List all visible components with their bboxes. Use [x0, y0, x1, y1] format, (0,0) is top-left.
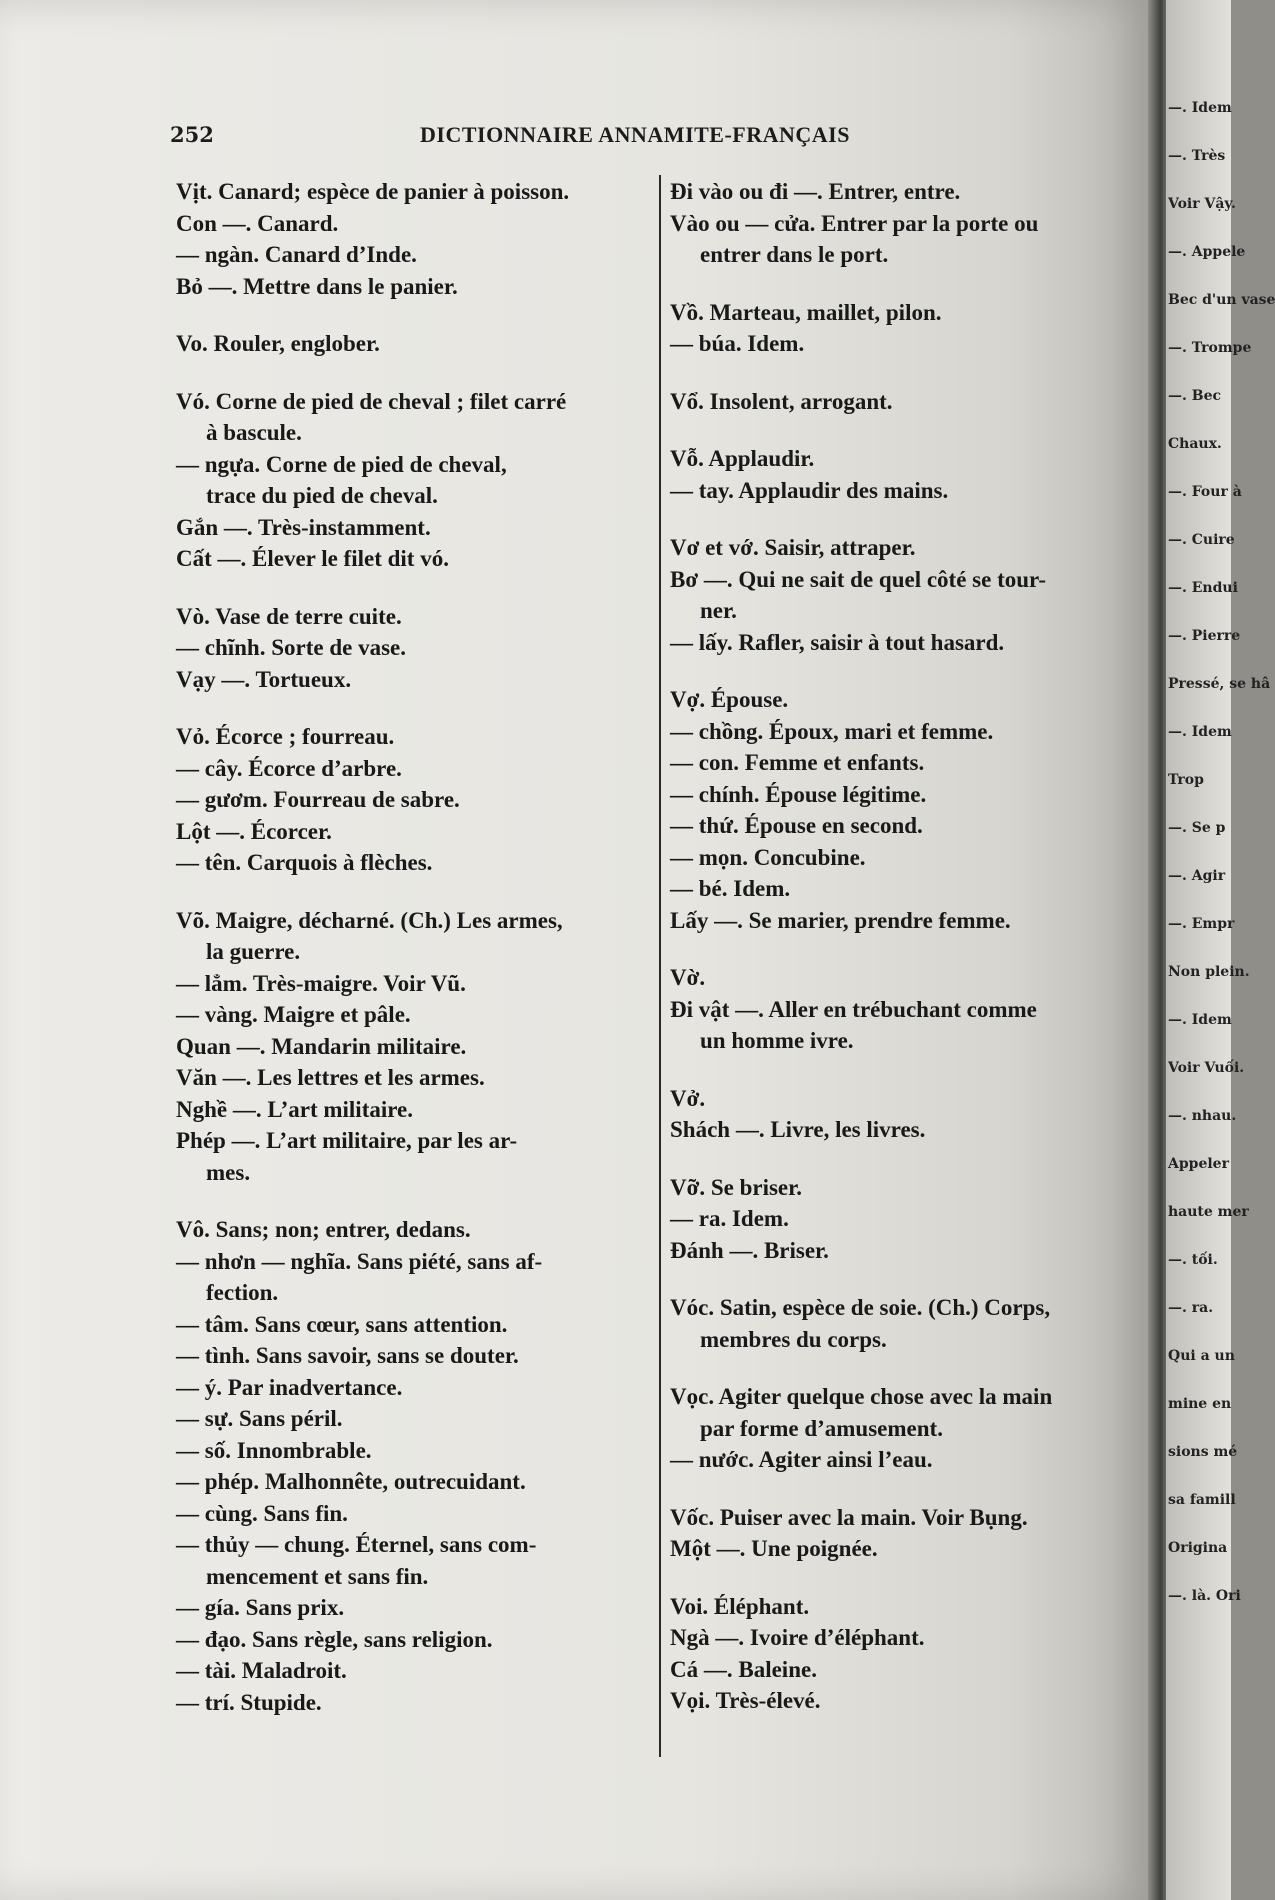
dictionary-entry: [670, 297, 1140, 360]
dictionary-entry: [670, 684, 1140, 936]
entry-line: Quan —. Mandarin militaire.: [176, 1033, 467, 1059]
entry-line: — trí. Stupide.: [176, 1689, 322, 1715]
entry-headword-line: Vò. Vase de terre cuite.: [176, 603, 402, 629]
facing-page-fragment: haute mer: [1168, 1204, 1249, 1220]
entry-line: Nghề —. L’art militaire.: [176, 1096, 413, 1122]
entry-line: Bơ —. Qui ne sait de quel côté se tour-: [670, 566, 1047, 592]
entry-line: — thủy — chung. Éternel, sans com-: [176, 1532, 537, 1557]
entry-line: Văn —. Les lettres et les armes.: [176, 1065, 485, 1090]
dictionary-entry: [670, 1172, 1140, 1267]
entry-line: Vọi. Très-élevé.: [670, 1688, 821, 1713]
dictionary-entry: [176, 328, 652, 360]
dictionary-entry: [670, 1591, 1140, 1717]
facing-page-edge: [1166, 0, 1275, 1900]
entry-line: — búa. Idem.: [670, 331, 805, 356]
entry-line: — bé. Idem.: [670, 876, 791, 901]
entry-line: — ý. Par inadvertance.: [176, 1374, 403, 1400]
entry-headword-line: Vỡ. Se briser.: [670, 1174, 802, 1200]
entry-line: — cây. Écorce d’arbre.: [176, 755, 402, 781]
entry-line: — chính. Épouse légitime.: [670, 781, 927, 807]
page-title: DICTIONNAIRE ANNAMITE-FRANÇAIS: [420, 122, 850, 147]
entry-line: Phép —. L’art militaire, par les ar-: [176, 1128, 518, 1153]
entry-line: — đạo. Sans règle, sans religion.: [176, 1626, 493, 1652]
facing-page-fragment: Origina: [1168, 1540, 1228, 1556]
facing-page-fragment: —. là. Ori: [1168, 1588, 1241, 1604]
entry-line: Đi vật —. Aller en trébuchant comme: [670, 996, 1037, 1022]
entry-line: Bỏ —. Mettre dans le panier.: [176, 273, 458, 299]
facing-page-fragment: Non plein.: [1168, 964, 1250, 980]
entry-headword-line: Vổ. Insolent, arrogant.: [670, 388, 893, 414]
facing-page-fragment: Pressé, se hâ: [1168, 676, 1271, 692]
entry-headword-line: Vo. Rouler, englober.: [176, 331, 380, 356]
column-divider: [659, 175, 661, 1757]
entry-line: trace du pied de cheval.: [206, 483, 438, 508]
entry-headword-line: Voi. Éléphant.: [670, 1593, 810, 1619]
entry-line: un homme ivre.: [700, 1028, 854, 1053]
entry-line: — gía. Sans prix.: [176, 1595, 345, 1620]
entry-headword-line: Vô. Sans; non; entrer, dedans.: [176, 1217, 471, 1242]
entry-headword-line: Đi vào ou đi —. Entrer, entre.: [670, 179, 961, 204]
facing-page-fragment: —. Four à: [1168, 484, 1242, 500]
dictionary-entry: [176, 1214, 652, 1718]
dictionary-entry: [670, 386, 1140, 418]
page-header: [0, 122, 1148, 158]
dictionary-entry: [670, 1083, 1140, 1146]
facing-page-fragment: —. Idem: [1168, 1012, 1232, 1028]
entry-line: — tài. Maladroit.: [176, 1658, 347, 1683]
dictionary-entry: [670, 176, 1140, 271]
entry-line: — phép. Malhonnête, outrecuidant.: [176, 1469, 526, 1494]
entry-line: — cùng. Sans fin.: [176, 1500, 348, 1526]
entry-line: Con —. Canard.: [176, 210, 339, 236]
dictionary-entry: [670, 962, 1140, 1057]
facing-page-fragment: Appeler: [1168, 1156, 1229, 1172]
facing-page-fragment: Chaux.: [1168, 436, 1222, 452]
facing-page-fragment: Trop: [1168, 772, 1204, 788]
entry-line: — nước. Agiter ainsi l’eau.: [670, 1447, 933, 1472]
entry-line: — lẳm. Très-maigre. Voir Vũ.: [176, 970, 466, 996]
facing-page-fragment: —. nhau.: [1168, 1108, 1237, 1124]
facing-page-fragment: —. Agir: [1168, 868, 1226, 884]
entry-headword-line: Vờ.: [670, 965, 706, 990]
entry-line: Lấy —. Se marier, prendre femme.: [670, 907, 1011, 933]
dictionary-entry: [176, 176, 652, 302]
facing-page-fragment: —. Se p: [1168, 820, 1226, 836]
facing-page-fragment: —. Appele: [1168, 244, 1246, 260]
entry-line: membres du corps.: [700, 1326, 887, 1352]
book-gutter: [1148, 0, 1166, 1900]
entry-headword-line: Vóc. Satin, espèce de soie. (Ch.) Corps,: [670, 1295, 1051, 1320]
entry-line: Ngà —. Ivoire d’éléphant.: [670, 1625, 925, 1650]
facing-page-fragment: mine en: [1168, 1396, 1232, 1412]
facing-page-fragment: —. Cuire: [1168, 532, 1235, 548]
entry-headword-line: Vốc. Puiser avec la main. Voir Bụng.: [670, 1504, 1028, 1530]
dictionary-entry: [670, 1292, 1140, 1355]
entry-line: entrer dans le port.: [700, 242, 889, 267]
entry-line: Cá —. Baleine.: [670, 1656, 817, 1682]
entry-line: — tâm. Sans cœur, sans attention.: [176, 1311, 508, 1337]
dictionary-entry: [176, 601, 652, 696]
page-number: 252: [170, 122, 214, 147]
entry-line: — chồng. Époux, mari et femme.: [670, 718, 994, 744]
entry-line: Gắn —. Très-instamment.: [176, 514, 431, 540]
facing-page-fragment: —. Très: [1168, 148, 1226, 164]
entry-line: mes.: [206, 1159, 251, 1185]
facing-page-fragment: —. Trompe: [1168, 340, 1252, 356]
entry-line: Cất —. Élever le filet dit vó.: [176, 546, 449, 571]
entry-line: Lột —. Écorcer.: [176, 818, 332, 844]
entry-line: mencement et sans fin.: [206, 1563, 429, 1589]
facing-page-fragment: —. ra.: [1168, 1300, 1214, 1316]
facing-page-fragment: —. Idem: [1168, 100, 1232, 116]
facing-page-fragment: —. Pierre: [1168, 628, 1241, 644]
entry-headword-line: Vỏ. Écorce ; fourreau.: [176, 724, 395, 749]
entry-headword-line: Vợ. Épouse.: [670, 687, 789, 712]
facing-page-fragment: —. Empr: [1168, 916, 1235, 932]
entry-line: — con. Femme et enfants.: [670, 750, 925, 775]
entry-line: fection.: [206, 1280, 279, 1305]
entry-headword-line: Vọc. Agiter quelque chose avec la main: [670, 1384, 1053, 1409]
entry-line: — thứ. Épouse en second.: [670, 813, 923, 838]
entry-line: la guerre.: [206, 939, 301, 964]
facing-page-fragment: Qui a un: [1168, 1348, 1235, 1364]
entry-line: Vào ou — cửa. Entrer par la porte ou: [670, 210, 1039, 236]
entry-line: ner.: [700, 598, 737, 623]
entry-line: Vạy —. Tortueux.: [176, 666, 352, 692]
entry-line: — ngựa. Corne de pied de cheval,: [176, 451, 507, 477]
entry-line: à bascule.: [206, 420, 302, 445]
dictionary-entry: [176, 386, 652, 575]
left-column: [176, 176, 652, 1744]
entry-line: — ra. Idem.: [670, 1206, 789, 1231]
dictionary-entry: [670, 443, 1140, 506]
dictionary-entry: [670, 1381, 1140, 1476]
entry-line: — nhơn — nghĩa. Sans piété, sans af-: [176, 1248, 543, 1274]
entry-line: par forme d’amusement.: [700, 1415, 943, 1441]
right-column: [670, 176, 1140, 1743]
entry-headword-line: Vở.: [670, 1085, 706, 1111]
facing-page-fragment: —. tối.: [1168, 1252, 1218, 1268]
entry-line: — ngàn. Canard d’Inde.: [176, 242, 417, 267]
entry-line: — tên. Carquois à flèches.: [176, 850, 433, 875]
entry-headword-line: Vỗ. Applaudir.: [670, 446, 815, 471]
entry-line: Shách —. Livre, les livres.: [670, 1117, 926, 1142]
entry-headword-line: Vịt. Canard; espèce de panier à poisson.: [176, 179, 570, 204]
entry-line: — mọn. Concubine.: [670, 844, 866, 870]
facing-page-fragment: —. Endui: [1168, 580, 1238, 596]
entry-line: — vàng. Maigre et pâle.: [176, 1002, 411, 1027]
entry-line: Đánh —. Briser.: [670, 1237, 829, 1263]
facing-page-fragment: Voir Vuối.: [1168, 1060, 1245, 1076]
entry-line: — lấy. Rafler, saisir à tout hasard.: [670, 629, 1005, 655]
facing-page-fragment: —. Idem: [1168, 724, 1232, 740]
entry-line: — tay. Applaudir des mains.: [670, 477, 949, 503]
entry-line: — gươm. Fourreau de sabre.: [176, 787, 460, 812]
facing-page-fragment: —. Bec: [1168, 388, 1222, 404]
entry-line: — tình. Sans savoir, sans se douter.: [176, 1343, 519, 1368]
dictionary-entry: [670, 532, 1140, 658]
dictionary-entry: [176, 905, 652, 1189]
entry-headword-line: Vơ et vớ. Saisir, attraper.: [670, 535, 916, 560]
entry-line: — sự. Sans péril.: [176, 1406, 343, 1431]
entry-headword-line: Võ. Maigre, décharné. (Ch.) Les armes,: [176, 907, 563, 933]
entry-headword-line: Vó. Corne de pied de cheval ; filet carré: [176, 388, 567, 414]
facing-page-fragment: sa famill: [1168, 1492, 1236, 1508]
facing-page-fragment: Bec d'un vase: [1168, 292, 1275, 308]
entry-line: — chĩnh. Sorte de vase.: [176, 635, 406, 660]
entry-headword-line: Vồ. Marteau, maillet, pilon.: [670, 299, 942, 325]
facing-page-fragment: sions mé: [1168, 1444, 1238, 1460]
dictionary-entry: [176, 721, 652, 879]
dictionary-entry: [670, 1502, 1140, 1565]
entry-line: — số. Innombrable.: [176, 1437, 372, 1463]
facing-page-fragment: Voir Vậy.: [1168, 196, 1236, 212]
entry-line: Một —. Une poignée.: [670, 1536, 878, 1561]
